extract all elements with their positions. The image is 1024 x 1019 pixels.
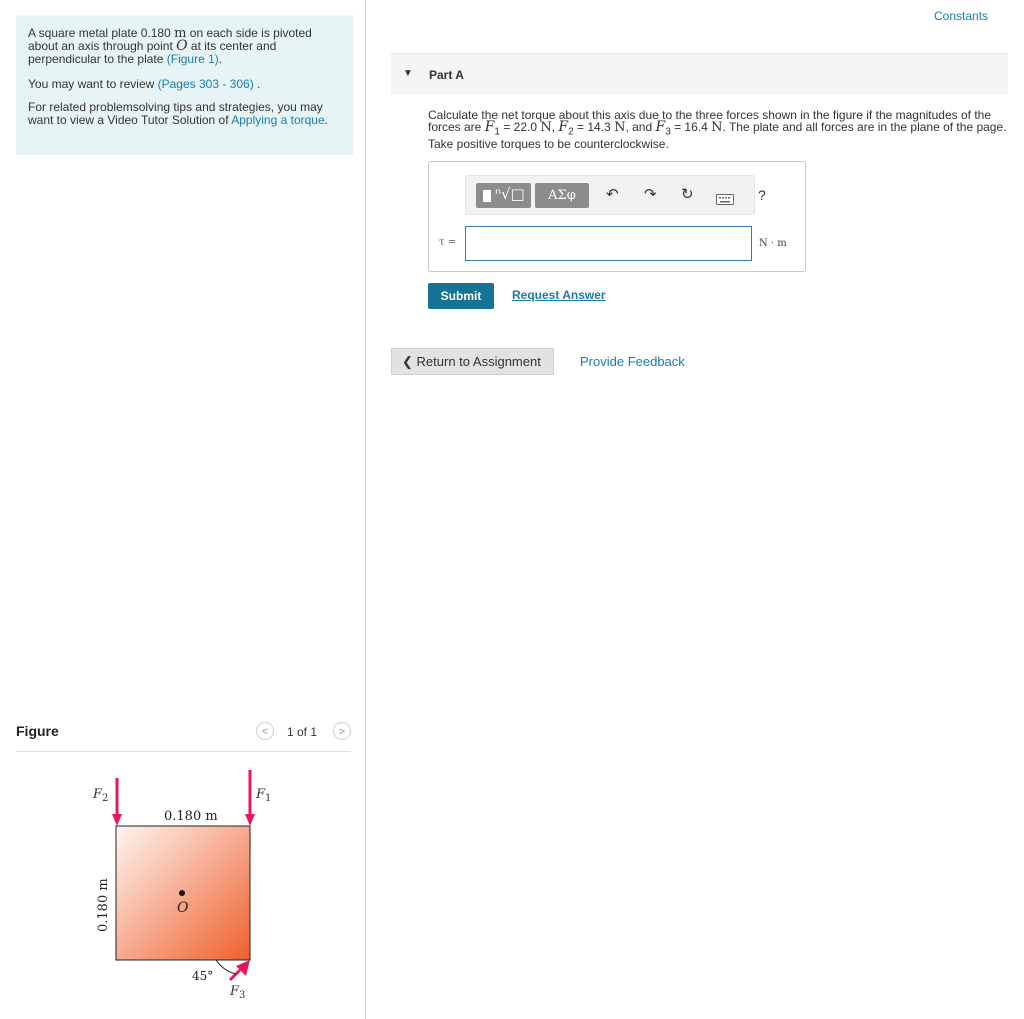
radical-template-icon: ⁿ√□ [495,185,525,203]
provide-feedback-link[interactable]: Provide Feedback [580,354,685,369]
reset-icon[interactable]: ↻ [681,186,694,203]
greek-symbols-button[interactable]: ΑΣφ [535,183,589,208]
part-a-header[interactable] [391,53,1008,95]
figure-diagram [80,760,280,1005]
force-f3-arrow [230,970,240,980]
return-to-assignment-button[interactable] [391,348,554,375]
answer-panel [428,161,806,272]
undo-icon[interactable]: ↶ [606,186,619,203]
question-text: Calculate the net torque about this axis due to the three forces shown in the figure if the magnitudes of the forces are $F_1 = 22.0$ N, $F_2 = 14.3$ N, and $F_3 = 16.4$ N. The plate and all forces are in the plane of the page. Take positive torques to be counterclockwise. [428,108,1007,152]
force-f1-label: $F_1$ [256,787,272,804]
chevron-left-icon[interactable]: < [256,722,274,740]
video-tutor-link[interactable]: Applying a torque [231,113,325,127]
review-pages-link[interactable]: (Pages 303 - 306) [157,77,254,91]
problem-intro-panel [16,15,353,155]
keyboard-icon[interactable] [716,190,734,212]
caret-down-icon[interactable]: ▼ [403,68,413,79]
tips-note: For related problemsolving tips and strategies, you may want to view a Video Tutor Solution of Applying a torque. [28,100,328,127]
figure-counter: 1 of 1 [287,725,318,739]
template-block-icon [483,190,491,202]
request-answer-link[interactable]: Request Answer [512,288,606,302]
column-divider [365,0,366,1019]
constants-link[interactable]: Constants [934,9,989,23]
units-label: N · m [759,238,787,249]
return-label: Return to Assignment [416,354,541,369]
force-f2-label: $F_2$ [93,787,109,804]
figure-header [16,718,352,750]
point-o-label: O [177,900,189,916]
math-toolbar [465,175,766,215]
radical-template-button[interactable] [476,183,531,208]
angle-arc [216,960,236,974]
part-a-title: Part A [429,68,464,82]
submit-button[interactable]: Submit [428,283,494,309]
force-f3-label: $F_3$ [230,984,246,1001]
angle-label: 45° [192,969,214,983]
redo-icon[interactable]: ↷ [644,186,657,203]
help-button[interactable]: ? [758,187,766,203]
top-dimension-label: 0.180 m [164,809,218,824]
chevron-left-icon: ❮ [402,354,413,369]
answer-input[interactable] [465,226,752,261]
force-f1-arrowhead [245,814,255,826]
figure-divider [16,751,351,752]
chevron-right-icon[interactable]: > [333,722,351,740]
problem-statement: A square metal plate 0.180 m on each side is pivoted about an axis through point O at its center and perpendicular to the plate (Figure 1). [28,26,312,66]
force-f2-arrowhead [112,814,122,826]
figure-link[interactable]: (Figure 1) [166,52,219,66]
figure-title: Figure [16,723,59,739]
review-note: You may want to review (Pages 303 - 306) . [28,77,261,91]
center-point [179,890,185,896]
answer-label: τ = [439,237,457,248]
side-dimension-label: 0.180 m [96,878,111,932]
